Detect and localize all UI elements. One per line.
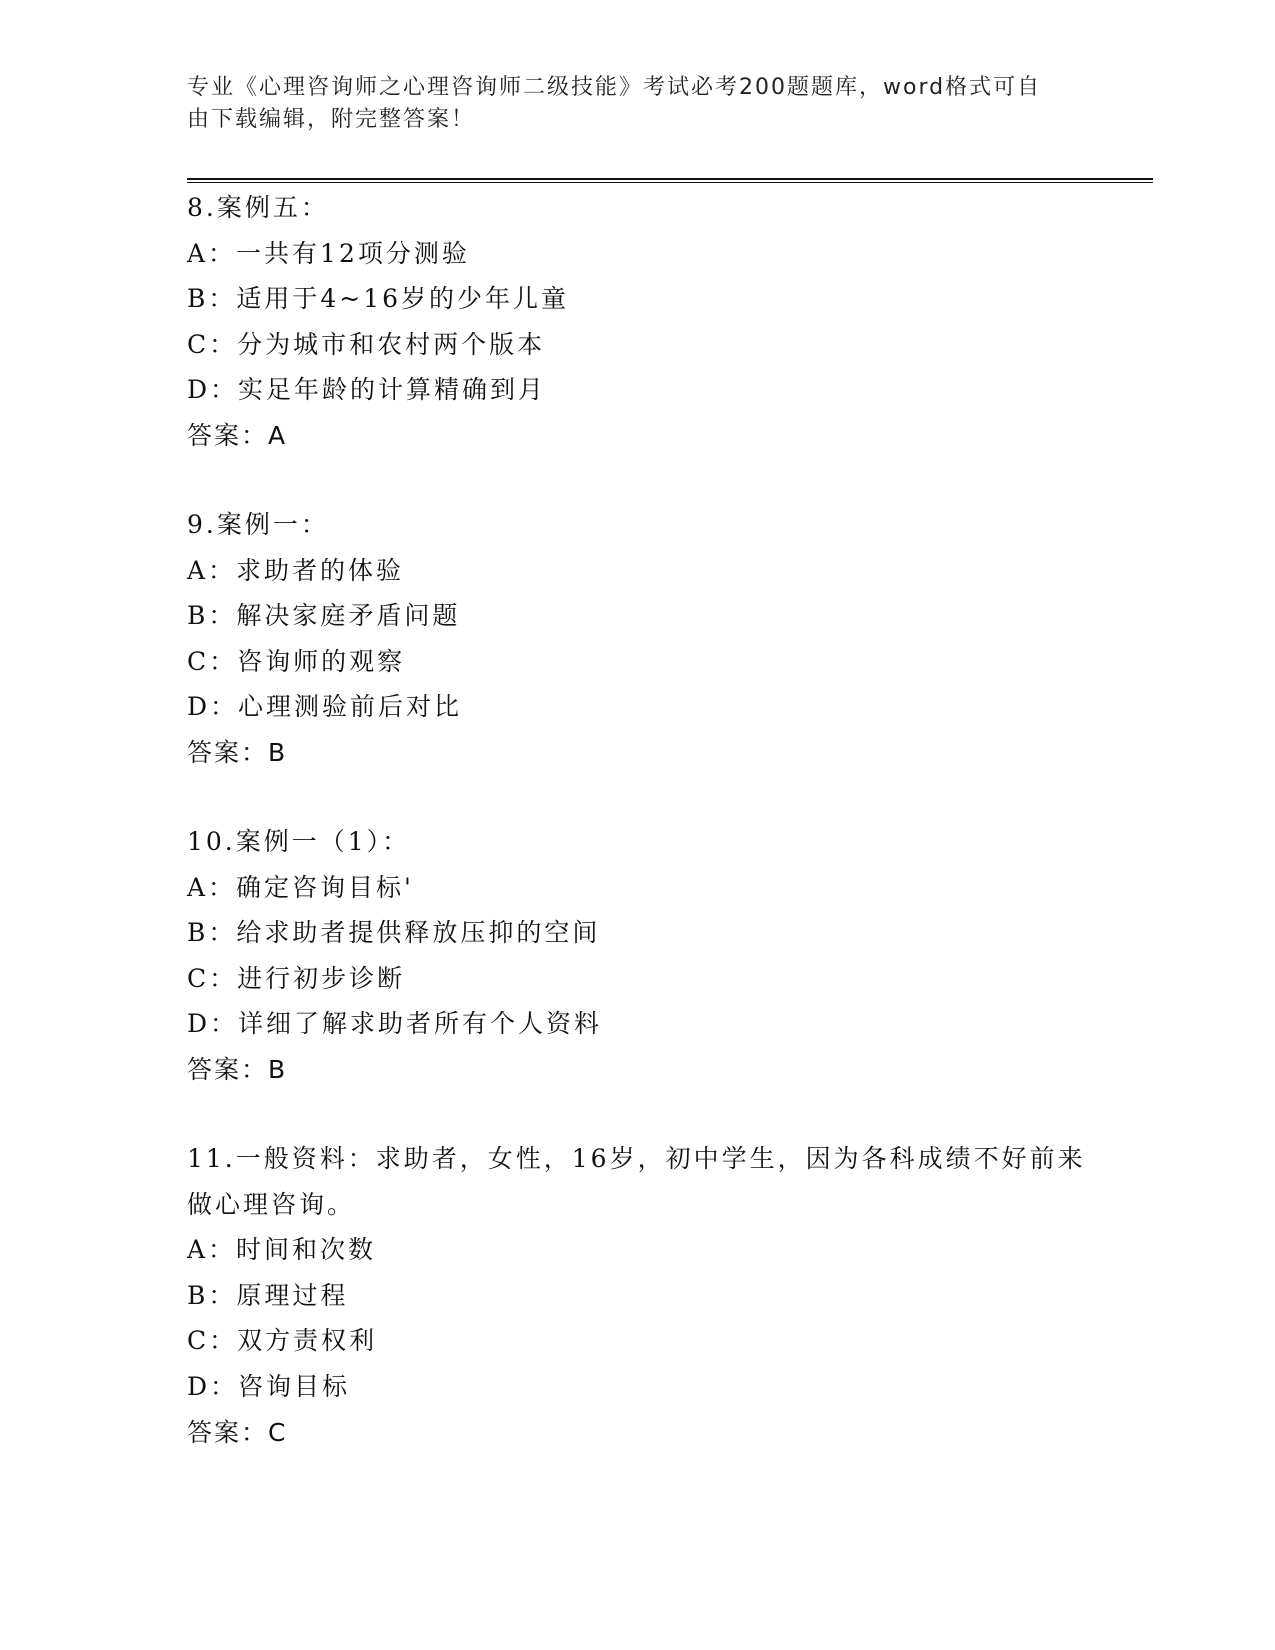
option-a: A：确定咨询目标' xyxy=(187,872,414,902)
question-9 xyxy=(187,502,1087,776)
option-a: A：一共有12项分测验 xyxy=(187,238,470,268)
option-c: C：咨询师的观察 xyxy=(187,646,406,676)
option-d: D：详细了解求助者所有个人资料 xyxy=(187,1009,603,1039)
answer: 答案：B xyxy=(187,737,288,767)
question-10 xyxy=(187,819,1087,1093)
question-stem: 9.案例一： xyxy=(187,510,329,539)
option-b: B：适用于4~16岁的少年儿童 xyxy=(187,284,570,314)
question-stem: 8.案例五： xyxy=(187,193,329,222)
question-stem: 11.一般资料：求助者，女性，16岁，初中学生，因为各科成绩不好前来做心理咨询。 xyxy=(187,1144,1086,1219)
option-b: B：给求助者提供释放压抑的空间 xyxy=(187,918,601,948)
option-c: C：分为城市和农村两个版本 xyxy=(187,329,546,359)
question-11 xyxy=(187,1136,1087,1455)
header-divider xyxy=(187,178,1153,183)
option-c: C：进行初步诊断 xyxy=(187,963,406,993)
document-header xyxy=(187,72,1067,136)
option-d: D：实足年龄的计算精确到月 xyxy=(187,375,547,405)
question-8 xyxy=(187,185,1087,459)
option-a: A：求助者的体验 xyxy=(187,555,405,585)
answer: 答案：A xyxy=(187,420,288,450)
option-c: C：双方责权利 xyxy=(187,1326,378,1356)
option-b: B：解决家庭矛盾问题 xyxy=(187,601,461,631)
answer: 答案：C xyxy=(187,1417,288,1447)
answer: 答案：B xyxy=(187,1054,288,1084)
option-a: A：时间和次数 xyxy=(187,1235,377,1265)
option-d: D：咨询目标 xyxy=(187,1371,351,1401)
option-d: D：心理测验前后对比 xyxy=(187,692,463,722)
header-line-2: 由下载编辑，附完整答案！ xyxy=(187,107,476,132)
question-stem: 10.案例一（1）： xyxy=(187,827,411,856)
header-line-1: 专业《心理咨询师之心理咨询师二级技能》考试必考200题题库，word格式可自 xyxy=(187,75,1042,100)
option-b: B：原理过程 xyxy=(187,1280,349,1310)
